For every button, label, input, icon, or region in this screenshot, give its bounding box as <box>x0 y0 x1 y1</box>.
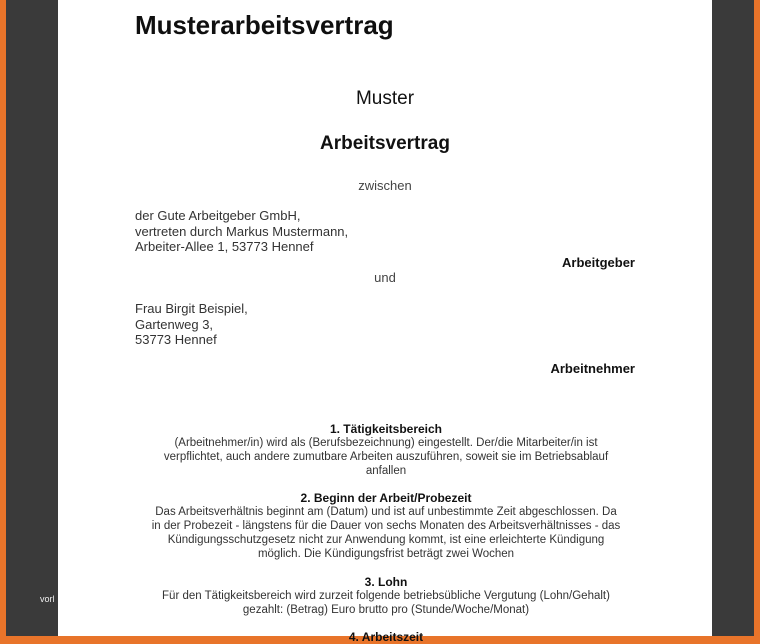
section-line: Das Arbeitsverhältnis beginnt am (Datum) und ist auf unbestimmte Zeit abgeschlossen. Da <box>155 506 617 518</box>
contract-heading-muster: Muster <box>355 88 415 109</box>
section-line: verpflichtet, auch andere zumutbare Arbeiten auszuführen, soweit sie im Betriebsablauf <box>163 451 609 463</box>
section-line: Für den Tätigkeitsbereich wird zurzeit folgende betriebsübliche Vergutung (Lohn/Gehalt) <box>162 590 610 602</box>
section-beginn-probezeit <box>146 491 626 561</box>
section-line: in der Probezeit - längstens für die Dauer von sechs Monaten des Arbeitsverhältnisses - das <box>151 520 621 532</box>
viewer-frame-left <box>6 0 58 636</box>
employer-line-1: der Gute Arbeitgeber GmbH, <box>135 208 301 223</box>
employer-line-3: Arbeiter-Allee 1, 53773 Hennef <box>135 239 314 254</box>
section-line: gezahlt: (Betrag) Euro brutto pro (Stunde/Woche/Monat) <box>242 604 530 616</box>
section-heading: 1. Tätigkeitsbereich <box>329 422 443 436</box>
employee-line-2: Gartenweg 3, <box>135 316 214 332</box>
section-lohn <box>146 575 626 617</box>
between-label: zwischen <box>358 178 412 193</box>
employer-role-label: Arbeitgeber <box>562 255 635 270</box>
employer-address <box>135 208 348 255</box>
document-title: Musterarbeitsvertrag <box>135 10 394 40</box>
employee-line-3: 53773 Hennef <box>135 332 217 347</box>
employee-line-1: Frau Birgit Beispiel, <box>135 301 248 316</box>
employer-line-2: vertreten durch Markus Mustermann, <box>135 223 349 239</box>
watermark-text: vorl <box>40 594 55 604</box>
section-heading: 2. Beginn der Arbeit/Probezeit <box>300 491 472 505</box>
section-line: möglich. Die Kündigungsfrist beträgt zwei Wochen <box>257 548 515 560</box>
section-heading: 3. Lohn <box>364 575 408 589</box>
section-line: (Arbeitnehmer/in) wird als (Berufsbezeichnung) eingestellt. Der/die Mitarbeiter/in ist <box>174 437 598 449</box>
document-page <box>58 0 712 644</box>
section-line: anfallen <box>365 465 407 477</box>
section-line: Kündigungsschutzgesetz nicht zur Anwendung kommt, ist eine erleichterte Kündigung <box>167 534 605 546</box>
employee-address <box>135 301 248 348</box>
section-arbeitszeit <box>146 630 626 644</box>
section-taetigkeitsbereich <box>146 422 626 478</box>
contract-heading-arbeitsvertrag: Arbeitsvertrag <box>320 133 450 154</box>
section-heading: 4. Arbeitszeit <box>348 630 424 644</box>
employee-role-label: Arbeitnehmer <box>550 361 635 376</box>
viewer-frame-right <box>712 0 754 636</box>
and-label: und <box>374 270 396 285</box>
